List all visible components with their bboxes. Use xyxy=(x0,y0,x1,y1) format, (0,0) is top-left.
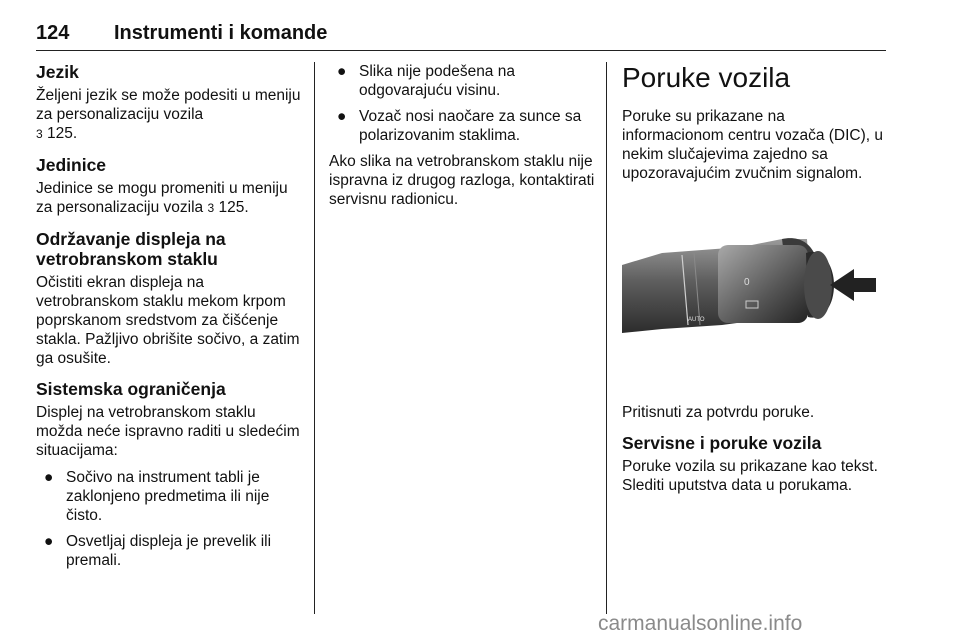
list-item xyxy=(329,62,597,100)
list-item-text: Slika nije podešena na odgovarajuću visinu. xyxy=(359,63,515,99)
bullet-icon: ● xyxy=(44,533,54,550)
section-heading: Servisne i poruke vozila xyxy=(622,433,822,453)
bullet-icon: ● xyxy=(44,469,54,486)
section-text: Očistiti ekran displeja na vetrobranskom staklu mekom krpom poprskanom sredstvom za čišćenje stakla. Pažljivo obrišite sočivo, a zatim ga osušite. xyxy=(36,274,300,367)
list-item xyxy=(36,532,304,570)
page-reference-link[interactable]: 125. xyxy=(47,125,78,142)
bullet-icon: ● xyxy=(337,108,347,125)
list-item xyxy=(329,107,597,145)
list-item xyxy=(36,468,304,525)
section-text: Displej na vetrobranskom staklu možda neće ispravno raditi u sledećim situacijama: xyxy=(36,404,300,459)
list-item-text: Osvetljaj displeja je prevelik ili premali. xyxy=(66,533,272,569)
body-text: Željeni jezik se može podesiti u meniju za personalizaciju vozila xyxy=(36,87,301,123)
auto-label: AUTO xyxy=(688,317,705,323)
section-text: Ako slika na vetrobranskom staklu nije ispravna iz drugog razloga, kontaktirati servisnu radionicu. xyxy=(329,153,595,208)
turn-signal-stalk-image xyxy=(622,225,890,385)
body-text: Jedinice se mogu promeniti u meniju za personalizaciju vozila xyxy=(36,180,288,216)
stalk-illustration xyxy=(622,225,890,385)
reference-arrow-icon: 3 xyxy=(207,201,215,215)
section-heading: Sistemska ograničenja xyxy=(36,379,226,399)
column-divider xyxy=(314,62,315,614)
column-left xyxy=(36,62,304,581)
section-limitations xyxy=(36,379,304,570)
section-heading: Održavanje displeja na vetrobranskom staklu xyxy=(36,229,226,269)
bullet-list xyxy=(36,468,304,570)
running-title: Instrumenti i komande xyxy=(114,22,328,44)
section-text xyxy=(36,179,304,218)
section-maintenance xyxy=(36,229,304,368)
section-heading: Jezik xyxy=(36,62,79,82)
chapter-title: Poruke vozila xyxy=(622,62,791,93)
section-text: Poruke su prikazane na informacionom centru vozača (DIC), u nekim slučajevima zajedno sa upozoravajućim zvučnim signalom. xyxy=(622,108,884,182)
page-header xyxy=(36,22,886,51)
watermark: carmanualsonline.info xyxy=(598,612,803,635)
list-item-text: Sočivo na instrument tabli je zaklonjeno predmetima ili nije čisto. xyxy=(66,469,270,524)
bullet-list xyxy=(329,62,597,145)
press-arrow-icon xyxy=(830,269,876,301)
reference-arrow-icon: 3 xyxy=(36,127,43,141)
figure-caption: Pritisnuti za potvrdu poruke. xyxy=(622,404,815,421)
list-item-text: Vozač nosi naočare za sunce sa polarizovanim staklima. xyxy=(359,108,582,144)
section-language xyxy=(36,62,304,144)
column-middle xyxy=(329,62,597,220)
section-text xyxy=(36,86,304,144)
svg-text:0: 0 xyxy=(744,277,750,288)
section-text: Poruke vozila su prikazane kao tekst. Slediti uputstva data u porukama. xyxy=(622,458,878,494)
section-units xyxy=(36,155,304,218)
section-heading: Jedinice xyxy=(36,155,107,175)
page-number: 124 xyxy=(36,22,70,44)
column-right xyxy=(622,62,890,506)
page-reference-link[interactable]: 125. xyxy=(218,199,249,216)
column-divider xyxy=(606,62,607,614)
bullet-icon: ● xyxy=(337,63,347,80)
